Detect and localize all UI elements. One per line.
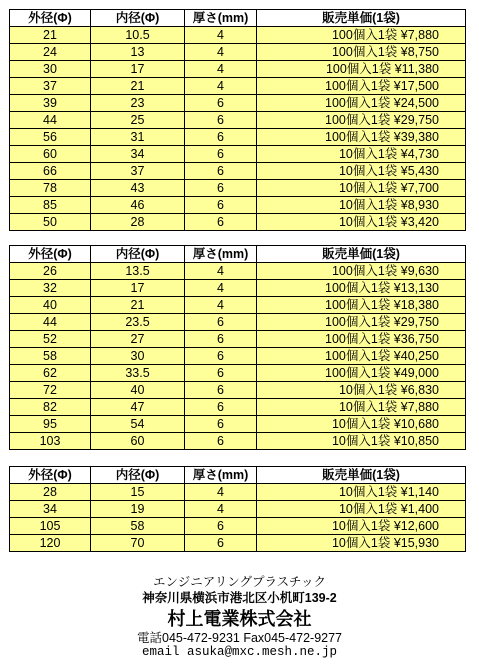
thickness-cell: 4: [185, 263, 257, 280]
outer-diameter-cell: 26: [10, 263, 91, 280]
outer-diameter-cell: 37: [10, 78, 91, 95]
table-row: [10, 501, 466, 518]
table-row: [10, 399, 466, 416]
price-cell: 10個入1袋 ¥10,850: [257, 433, 466, 450]
header-inner-diameter: 内径(Φ): [91, 10, 185, 27]
outer-diameter-cell: 21: [10, 27, 91, 44]
header-outer-diameter: 外径(Φ): [10, 246, 91, 263]
price-cell: 10個入1袋 ¥6,830: [257, 382, 466, 399]
outer-diameter-cell: 50: [10, 214, 91, 231]
company-type: エンジニアリングプラスチック: [153, 575, 326, 589]
price-cell: 10個入1袋 ¥3,420: [257, 214, 466, 231]
price-cell: 100個入1袋 ¥39,380: [257, 129, 466, 146]
inner-diameter-cell: 28: [91, 214, 185, 231]
price-cell: 100個入1袋 ¥7,880: [257, 27, 466, 44]
header-thickness: 厚さ(mm): [185, 10, 257, 27]
price-cell: 100個入1袋 ¥11,380: [257, 61, 466, 78]
thickness-cell: 6: [185, 535, 257, 552]
price-cell: 100個入1袋 ¥17,500: [257, 78, 466, 95]
outer-diameter-cell: 44: [10, 112, 91, 129]
table-header-row: [10, 467, 466, 484]
outer-diameter-cell: 82: [10, 399, 91, 416]
table-row: [10, 314, 466, 331]
table-row: [10, 112, 466, 129]
inner-diameter-cell: 34: [91, 146, 185, 163]
table-row: [10, 297, 466, 314]
inner-diameter-cell: 27: [91, 331, 185, 348]
table-row: [10, 484, 466, 501]
thickness-cell: 6: [185, 214, 257, 231]
table-row: [10, 433, 466, 450]
outer-diameter-cell: 60: [10, 146, 91, 163]
inner-diameter-cell: 10.5: [91, 27, 185, 44]
thickness-cell: 4: [185, 61, 257, 78]
table-row: [10, 348, 466, 365]
outer-diameter-cell: 95: [10, 416, 91, 433]
thickness-cell: 4: [185, 44, 257, 61]
thickness-cell: 6: [185, 112, 257, 129]
inner-diameter-cell: 43: [91, 180, 185, 197]
table-header-row: [10, 10, 466, 27]
thickness-cell: 6: [185, 382, 257, 399]
price-cell: 100個入1袋 ¥40,250: [257, 348, 466, 365]
table-row: [10, 214, 466, 231]
thickness-cell: 6: [185, 197, 257, 214]
inner-diameter-cell: 21: [91, 78, 185, 95]
thickness-cell: 4: [185, 484, 257, 501]
inner-diameter-cell: 23: [91, 95, 185, 112]
table-row: [10, 365, 466, 382]
thickness-cell: 6: [185, 163, 257, 180]
price-cell: 100個入1袋 ¥29,750: [257, 112, 466, 129]
table-row: [10, 518, 466, 535]
outer-diameter-cell: 52: [10, 331, 91, 348]
inner-diameter-cell: 21: [91, 297, 185, 314]
inner-diameter-cell: 54: [91, 416, 185, 433]
price-cell: 100個入1袋 ¥29,750: [257, 314, 466, 331]
header-thickness: 厚さ(mm): [185, 246, 257, 263]
inner-diameter-cell: 60: [91, 433, 185, 450]
price-cell: 10個入1袋 ¥15,930: [257, 535, 466, 552]
outer-diameter-cell: 58: [10, 348, 91, 365]
inner-diameter-cell: 46: [91, 197, 185, 214]
table-row: [10, 382, 466, 399]
inner-diameter-cell: 17: [91, 61, 185, 78]
thickness-cell: 4: [185, 78, 257, 95]
inner-diameter-cell: 25: [91, 112, 185, 129]
outer-diameter-cell: 32: [10, 280, 91, 297]
inner-diameter-cell: 19: [91, 501, 185, 518]
outer-diameter-cell: 120: [10, 535, 91, 552]
price-cell: 100個入1袋 ¥13,130: [257, 280, 466, 297]
header-inner-diameter: 内径(Φ): [91, 467, 185, 484]
price-table-3: [9, 466, 466, 552]
thickness-cell: 6: [185, 399, 257, 416]
outer-diameter-cell: 30: [10, 61, 91, 78]
table-row: [10, 197, 466, 214]
outer-diameter-cell: 62: [10, 365, 91, 382]
thickness-cell: 6: [185, 365, 257, 382]
outer-diameter-cell: 56: [10, 129, 91, 146]
thickness-cell: 6: [185, 331, 257, 348]
header-outer-diameter: 外径(Φ): [10, 10, 91, 27]
company-address: 神奈川県横浜市港北区小机町139-2: [142, 591, 337, 605]
table-header-row: [10, 246, 466, 263]
outer-diameter-cell: 105: [10, 518, 91, 535]
table-row: [10, 44, 466, 61]
price-cell: 10個入1袋 ¥8,930: [257, 197, 466, 214]
outer-diameter-cell: 85: [10, 197, 91, 214]
table-row: [10, 535, 466, 552]
price-cell: 10個入1袋 ¥1,140: [257, 484, 466, 501]
inner-diameter-cell: 13: [91, 44, 185, 61]
thickness-cell: 6: [185, 518, 257, 535]
table-row: [10, 180, 466, 197]
inner-diameter-cell: 31: [91, 129, 185, 146]
price-cell: 100個入1袋 ¥24,500: [257, 95, 466, 112]
price-cell: 10個入1袋 ¥10,680: [257, 416, 466, 433]
price-cell: 100個入1袋 ¥36,750: [257, 331, 466, 348]
inner-diameter-cell: 33.5: [91, 365, 185, 382]
inner-diameter-cell: 40: [91, 382, 185, 399]
price-cell: 10個入1袋 ¥12,600: [257, 518, 466, 535]
table-row: [10, 146, 466, 163]
thickness-cell: 4: [185, 501, 257, 518]
thickness-cell: 4: [185, 297, 257, 314]
header-outer-diameter: 外径(Φ): [10, 467, 91, 484]
header-price: 販売単価(1袋): [257, 467, 466, 484]
thickness-cell: 6: [185, 348, 257, 365]
table-row: [10, 263, 466, 280]
table-row: [10, 280, 466, 297]
table-row: [10, 129, 466, 146]
inner-diameter-cell: 15: [91, 484, 185, 501]
thickness-cell: 6: [185, 95, 257, 112]
outer-diameter-cell: 72: [10, 382, 91, 399]
thickness-cell: 6: [185, 416, 257, 433]
thickness-cell: 6: [185, 180, 257, 197]
inner-diameter-cell: 13.5: [91, 263, 185, 280]
outer-diameter-cell: 28: [10, 484, 91, 501]
thickness-cell: 6: [185, 433, 257, 450]
inner-diameter-cell: 37: [91, 163, 185, 180]
table-row: [10, 61, 466, 78]
thickness-cell: 6: [185, 129, 257, 146]
inner-diameter-cell: 23.5: [91, 314, 185, 331]
table-row: [10, 331, 466, 348]
table-row: [10, 416, 466, 433]
table-row: [10, 95, 466, 112]
table-row: [10, 163, 466, 180]
price-cell: 100個入1袋 ¥18,380: [257, 297, 466, 314]
outer-diameter-cell: 39: [10, 95, 91, 112]
table-row: [10, 27, 466, 44]
price-cell: 10個入1袋 ¥1,400: [257, 501, 466, 518]
header-thickness: 厚さ(mm): [185, 467, 257, 484]
price-cell: 100個入1袋 ¥9,630: [257, 263, 466, 280]
thickness-cell: 4: [185, 27, 257, 44]
company-phone: 電話045-472-9231 Fax045-472-9277: [137, 631, 342, 645]
inner-diameter-cell: 58: [91, 518, 185, 535]
price-cell: 10個入1袋 ¥7,880: [257, 399, 466, 416]
price-table-1: [9, 9, 466, 231]
header-price: 販売単価(1袋): [257, 246, 466, 263]
inner-diameter-cell: 17: [91, 280, 185, 297]
outer-diameter-cell: 24: [10, 44, 91, 61]
thickness-cell: 4: [185, 280, 257, 297]
price-cell: 10個入1袋 ¥5,430: [257, 163, 466, 180]
price-table-2: [9, 245, 466, 450]
outer-diameter-cell: 103: [10, 433, 91, 450]
outer-diameter-cell: 78: [10, 180, 91, 197]
header-inner-diameter: 内径(Φ): [91, 246, 185, 263]
outer-diameter-cell: 44: [10, 314, 91, 331]
price-cell: 100個入1袋 ¥49,000: [257, 365, 466, 382]
inner-diameter-cell: 70: [91, 535, 185, 552]
inner-diameter-cell: 30: [91, 348, 185, 365]
thickness-cell: 6: [185, 146, 257, 163]
company-email: email asuka@mxc.mesh.ne.jp: [141, 645, 338, 659]
price-cell: 100個入1袋 ¥8,750: [257, 44, 466, 61]
outer-diameter-cell: 40: [10, 297, 91, 314]
inner-diameter-cell: 47: [91, 399, 185, 416]
outer-diameter-cell: 34: [10, 501, 91, 518]
table-row: [10, 78, 466, 95]
price-cell: 10個入1袋 ¥7,700: [257, 180, 466, 197]
thickness-cell: 6: [185, 314, 257, 331]
company-name: 村上電業株式会社: [167, 609, 312, 629]
price-cell: 10個入1袋 ¥4,730: [257, 146, 466, 163]
header-price: 販売単価(1袋): [257, 10, 466, 27]
outer-diameter-cell: 66: [10, 163, 91, 180]
